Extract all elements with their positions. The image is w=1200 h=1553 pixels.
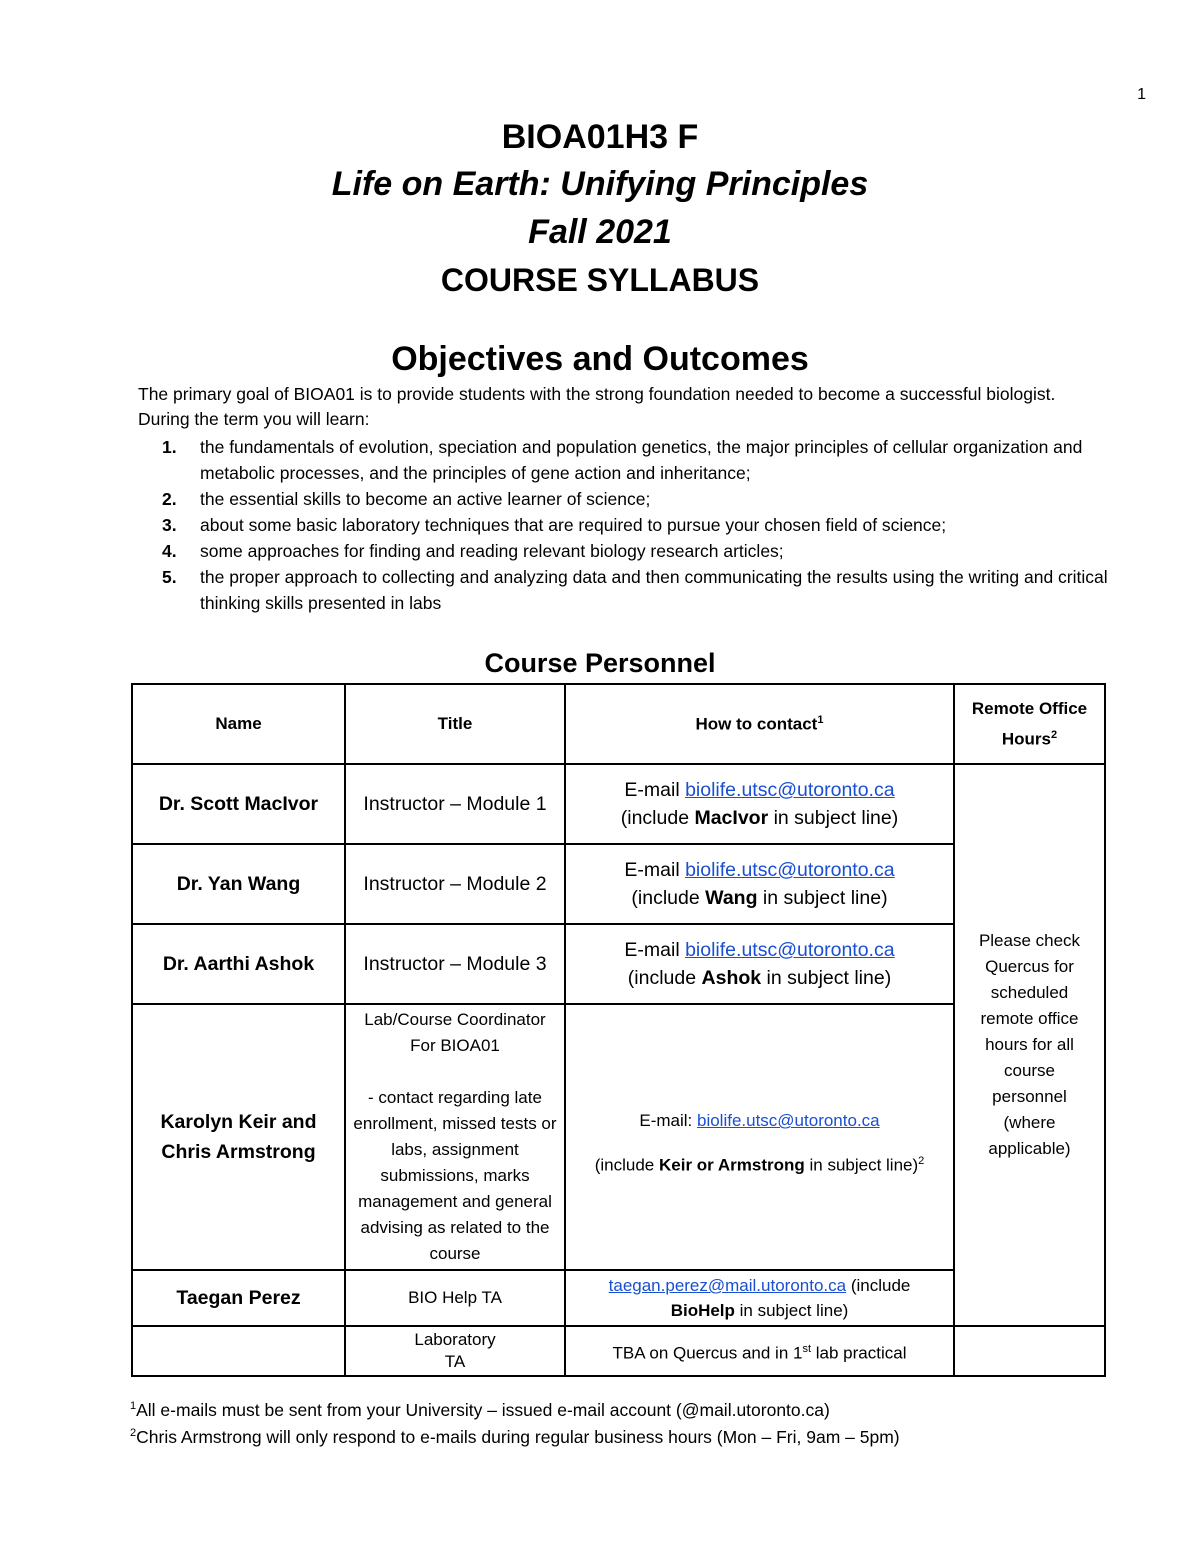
person-title: Instructor – Module 2 [345,844,565,924]
column-header-contact: How to contact$^1$ [565,684,954,764]
table-row [132,1326,1105,1376]
person-title: Lab/Course Coordinator For BIOA01 - contact regarding late enrollment, missed tests or labs, assignment submissions, marks management and general advising as related to the course [345,1004,565,1270]
office-hours-cell [954,1326,1105,1376]
email-link[interactable]: biolife.utsc@utoronto.ca [696,1111,880,1130]
email-link[interactable]: biolife.utsc@utoronto.ca [685,859,895,881]
email-link[interactable]: taegan.perez@mail.utoronto.ca [608,1276,847,1295]
person-name: Dr. Aarthi Ashok [132,924,345,1004]
list-item-text: some approaches for finding and reading relevant biology research articles; [200,541,784,561]
list-item [138,486,1138,512]
person-name: Taegan Perez [132,1270,345,1326]
email-link[interactable]: biolife.utsc@utoronto.ca [685,779,895,801]
person-name [132,1326,345,1376]
course-name: Life on Earth: Unifying Principles [331,165,869,203]
objectives-intro: The primary goal of BIOA01 is to provide students with the strong foundation needed to become a successful biologist. During the term you will learn: [138,384,1056,429]
column-header-name: Name [132,684,345,764]
contact-cell: E-mail biolife.utsc@utoronto.ca (include Wang in subject line) [565,844,954,924]
objectives-heading: Objectives and Outcomes [391,340,809,378]
list-item-text: about some basic laboratory techniques that are required to pursue your chosen field of science; [200,515,947,535]
person-title: Instructor – Module 3 [345,924,565,1004]
contact-cell: E-mail biolife.utsc@utoronto.ca (include MacIvor in subject line) [565,764,954,844]
contact-cell: taegan.perez@mail.utoronto.ca (include BioHelp in subject line) [565,1270,954,1326]
list-item-number: 2. [162,489,177,509]
table-header-row [132,684,1105,764]
contact-cell: E-mail: biolife.utsc@utoronto.ca (include Keir or Armstrong in subject line)$^2$ [565,1004,954,1270]
contact-cell: TBA on Quercus and in 1st lab practical [565,1326,954,1376]
person-name: Dr. Yan Wang [132,844,345,924]
document-type: COURSE SYLLABUS [440,262,760,298]
person-title: BIO Help TA [345,1270,565,1326]
personnel-heading: Course Personnel [484,648,716,678]
column-header-office-hours: Remote Office Hours$^2$ [954,684,1105,764]
email-link[interactable]: biolife.utsc@utoronto.ca [685,939,895,961]
office-hours-note: Please check Quercus for scheduled remote office hours for all course personnel (where applicable) [954,764,1105,1326]
list-item-text: the essential skills to become an active learner of science; [200,489,651,509]
column-header-title: Title [345,684,565,764]
table-row [132,764,1105,844]
list-item-text: the proper approach to collecting and analyzing data and then communicating the results using the writing and critical thinking skills presented in labs [200,567,1108,613]
list-item [138,538,1138,564]
objectives-list [138,434,1138,616]
footnote-2: $^2$Chris Armstrong will only respond to e-mails during regular business hours (Mon – Fri, 9am – 5pm) [130,1427,900,1447]
list-item-number: 3. [162,515,177,535]
list-item-number: 4. [162,541,177,561]
list-item-number: 5. [162,567,177,587]
footnote-1: $^1$All e-mails must be sent from your University – issued e-mail account (@mail.utoronto.ca) [130,1400,830,1420]
list-item-number: 1. [162,437,177,457]
person-title: Laboratory TA [345,1326,565,1376]
list-item [138,434,1138,486]
contact-cell: E-mail biolife.utsc@utoronto.ca (include Ashok in subject line) [565,924,954,1004]
list-item [138,564,1138,616]
personnel-table [131,683,1106,1377]
page-number: 1 [1137,86,1146,103]
list-item [138,512,1138,538]
course-code: BIOA01H3 F [501,118,699,156]
person-title: Instructor – Module 1 [345,764,565,844]
course-term: Fall 2021 [528,213,672,251]
person-name: Dr. Scott MacIvor [132,764,345,844]
list-item-text: the fundamentals of evolution, speciation and population genetics, the major principles of cellular organization and metabolic processes, and the principles of gene action and inheritance; [200,437,1083,483]
person-name: Karolyn Keir and Chris Armstrong [132,1004,345,1270]
